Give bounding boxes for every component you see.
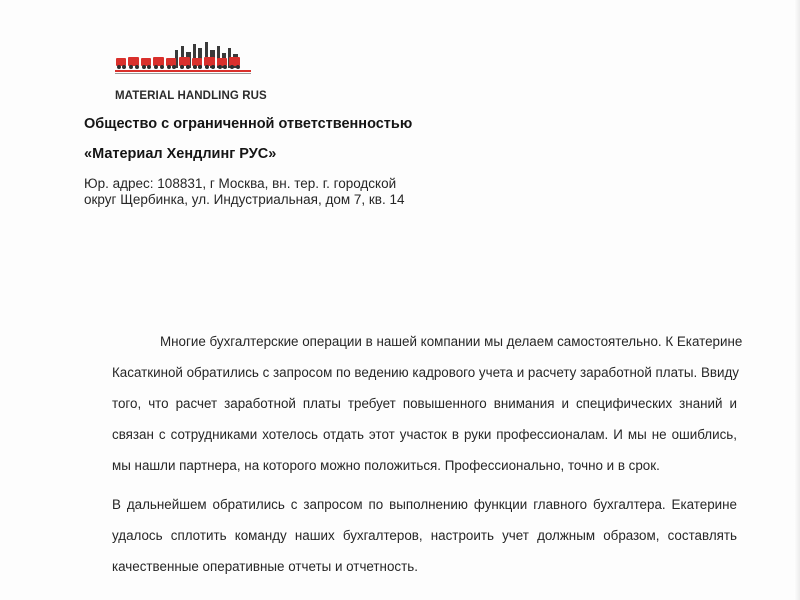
company-type: Общество с ограниченной ответственностью <box>84 116 413 132</box>
paragraph-2 <box>112 489 737 582</box>
text-line: Касаткиной обратились с запросом по ведению кадрового учета и расчету заработной платы. Ввиду <box>112 365 739 380</box>
text-line: качественные оперативные отчеты и отчетность. <box>112 559 418 574</box>
text-line: удалось сплотить команду наших бухгалтеров, настроить учет должным образом, составлять <box>112 528 737 543</box>
text-line: связан с сотрудниками хотелось отдать этот участок в руки профессионалам. И мы не ошиблись, <box>112 427 737 442</box>
logo-wordmark: MATERIAL HANDLING RUS <box>115 90 267 102</box>
logo-graphic-icon <box>113 36 253 76</box>
text-line: того, что расчет заработной платы требует повышенного внимания и специфических знаний и <box>112 396 737 411</box>
text-line: Многие бухгалтерские операции в нашей компании мы делаем самостоятельно. К Екатерине <box>160 334 743 349</box>
company-logo <box>113 36 267 108</box>
legal-address <box>84 176 414 208</box>
text-line: В дальнейшем обратились с запросом по выполнению функции главного бухгалтера. Екатерине <box>112 497 737 512</box>
company-name: «Материал Хендлинг РУС» <box>84 146 277 162</box>
address-line: округ Щербинка, ул. Индустриальная, дом 7, кв. 14 <box>84 192 405 207</box>
scan-edge <box>794 0 800 600</box>
address-line: Юр. адрес: 108831, г Москва, вн. тер. г. городской <box>84 176 397 191</box>
text-line: мы нашли партнера, на которого можно положиться. Профессионально, точно и в срок. <box>112 458 660 473</box>
paragraph-1 <box>112 326 743 481</box>
